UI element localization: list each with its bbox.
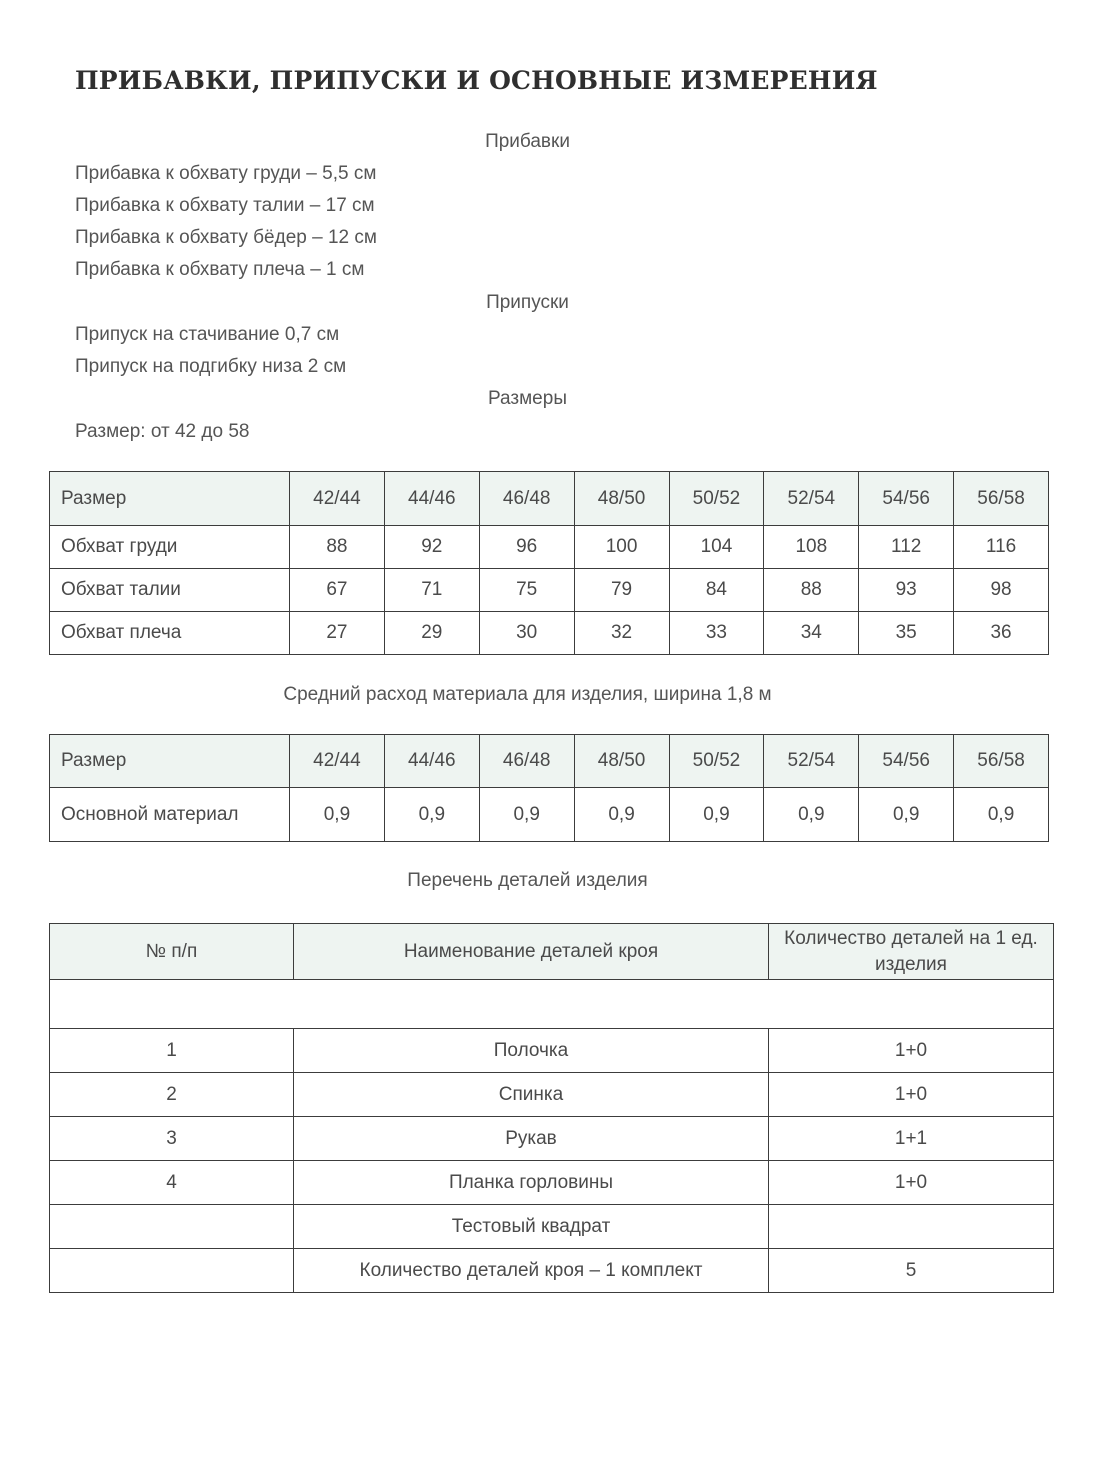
size-table-header-row xyxy=(50,472,1049,526)
size-column-header: 42/44 xyxy=(290,735,385,788)
part-number: 2 xyxy=(50,1073,294,1117)
table-cell: 27 xyxy=(290,612,385,655)
size-column-header: 52/54 xyxy=(764,472,859,526)
table-cell: 35 xyxy=(859,612,954,655)
header-part-count: Количество деталей на 1 ед. изделия xyxy=(769,924,1054,980)
table-cell: 93 xyxy=(859,569,954,612)
table-cell: 0,9 xyxy=(290,788,385,842)
table-cell: 71 xyxy=(384,569,479,612)
fabric-table-header-label: Размер xyxy=(50,735,290,788)
fabric-consumption-table xyxy=(49,734,1049,842)
table-row xyxy=(50,788,1049,842)
part-count xyxy=(769,1205,1054,1249)
part-name: Рукав xyxy=(294,1117,769,1161)
table-row xyxy=(50,569,1049,612)
size-column-header: 44/46 xyxy=(384,735,479,788)
header-number: № п/п xyxy=(50,924,294,980)
table-cell: 108 xyxy=(764,526,859,569)
parts-table-header-row xyxy=(50,924,1054,980)
part-number xyxy=(50,1249,294,1293)
allowance-shoulder: Прибавка к обхвату плеча – 1 см xyxy=(75,259,365,280)
table-cell: 0,9 xyxy=(384,788,479,842)
size-column-header: 42/44 xyxy=(290,472,385,526)
table-cell: 104 xyxy=(669,526,764,569)
part-number xyxy=(50,1205,294,1249)
table-cell: 88 xyxy=(290,526,385,569)
table-cell: 34 xyxy=(764,612,859,655)
size-column-header: 56/58 xyxy=(954,472,1049,526)
row-label-shoulder: Обхват плеча xyxy=(50,612,290,655)
row-label-chest: Обхват груди xyxy=(50,526,290,569)
part-name: Полочка xyxy=(294,1029,769,1073)
part-name: Спинка xyxy=(294,1073,769,1117)
table-cell: 30 xyxy=(479,612,574,655)
allowance-hips: Прибавка к обхвату бёдер – 12 см xyxy=(75,227,377,248)
seam-allowances-heading: Припуски xyxy=(486,292,569,313)
size-range-text: Размер: от 42 до 58 xyxy=(75,421,250,442)
seam-allowance-hem: Припуск на подгибку низа 2 см xyxy=(75,356,347,377)
size-column-header: 48/50 xyxy=(574,735,669,788)
table-row xyxy=(50,1117,1054,1161)
part-name: Планка горловины xyxy=(294,1161,769,1205)
table-cell: 67 xyxy=(290,569,385,612)
table-cell: 116 xyxy=(954,526,1049,569)
table-row xyxy=(50,612,1049,655)
part-name: Тестовый квадрат xyxy=(294,1205,769,1249)
parts-list-heading: Перечень деталей изделия xyxy=(407,870,648,891)
row-label-waist: Обхват талии xyxy=(50,569,290,612)
table-cell: 33 xyxy=(669,612,764,655)
size-column-header: 52/54 xyxy=(764,735,859,788)
part-name: Количество деталей кроя – 1 комплект xyxy=(294,1249,769,1293)
table-row xyxy=(50,1205,1054,1249)
table-cell: 98 xyxy=(954,569,1049,612)
table-cell: 0,9 xyxy=(764,788,859,842)
empty-row xyxy=(50,980,1054,1029)
seam-allowance-stitching: Припуск на стачивание 0,7 см xyxy=(75,324,340,345)
size-column-header: 54/56 xyxy=(859,472,954,526)
allowance-chest: Прибавка к обхвату груди – 5,5 см xyxy=(75,163,377,184)
empty-cell xyxy=(50,980,1054,1029)
parts-list-table xyxy=(49,923,1054,1293)
part-count: 1+1 xyxy=(769,1117,1054,1161)
sizes-heading: Размеры xyxy=(488,388,567,409)
table-row xyxy=(50,1029,1054,1073)
size-table-header-label: Размер xyxy=(50,472,290,526)
table-cell: 32 xyxy=(574,612,669,655)
part-count: 1+0 xyxy=(769,1029,1054,1073)
part-number: 3 xyxy=(50,1117,294,1161)
table-cell: 0,9 xyxy=(479,788,574,842)
part-count: 1+0 xyxy=(769,1073,1054,1117)
header-part-name: Наименование деталей кроя xyxy=(294,924,769,980)
size-measurements-table xyxy=(49,471,1049,655)
part-count: 1+0 xyxy=(769,1161,1054,1205)
table-cell: 29 xyxy=(384,612,479,655)
document-title: ПРИБАВКИ, ПРИПУСКИ И ОСНОВНЫЕ ИЗМЕРЕНИЯ xyxy=(75,66,878,95)
allowances-heading: Прибавки xyxy=(485,131,570,152)
fabric-table-header-row xyxy=(50,735,1049,788)
size-column-header: 50/52 xyxy=(669,472,764,526)
table-cell: 84 xyxy=(669,569,764,612)
allowance-waist: Прибавка к обхвату талии – 17 см xyxy=(75,195,375,216)
table-cell: 100 xyxy=(574,526,669,569)
size-column-header: 46/48 xyxy=(479,472,574,526)
table-row xyxy=(50,1161,1054,1205)
size-column-header: 50/52 xyxy=(669,735,764,788)
size-column-header: 54/56 xyxy=(859,735,954,788)
table-row xyxy=(50,1073,1054,1117)
table-cell: 0,9 xyxy=(954,788,1049,842)
table-cell: 36 xyxy=(954,612,1049,655)
table-cell: 79 xyxy=(574,569,669,612)
table-cell: 112 xyxy=(859,526,954,569)
table-cell: 92 xyxy=(384,526,479,569)
part-number: 4 xyxy=(50,1161,294,1205)
part-count: 5 xyxy=(769,1249,1054,1293)
table-row xyxy=(50,1249,1054,1293)
part-number: 1 xyxy=(50,1029,294,1073)
table-cell: 75 xyxy=(479,569,574,612)
table-cell: 96 xyxy=(479,526,574,569)
size-column-header: 56/58 xyxy=(954,735,1049,788)
size-column-header: 48/50 xyxy=(574,472,669,526)
size-column-header: 46/48 xyxy=(479,735,574,788)
table-cell: 0,9 xyxy=(669,788,764,842)
table-cell: 0,9 xyxy=(574,788,669,842)
size-column-header: 44/46 xyxy=(384,472,479,526)
table-row xyxy=(50,526,1049,569)
fabric-consumption-heading: Средний расход материала для изделия, ширина 1,8 м xyxy=(283,684,772,705)
row-label-main-fabric: Основной материал xyxy=(50,788,290,842)
table-cell: 88 xyxy=(764,569,859,612)
table-cell: 0,9 xyxy=(859,788,954,842)
